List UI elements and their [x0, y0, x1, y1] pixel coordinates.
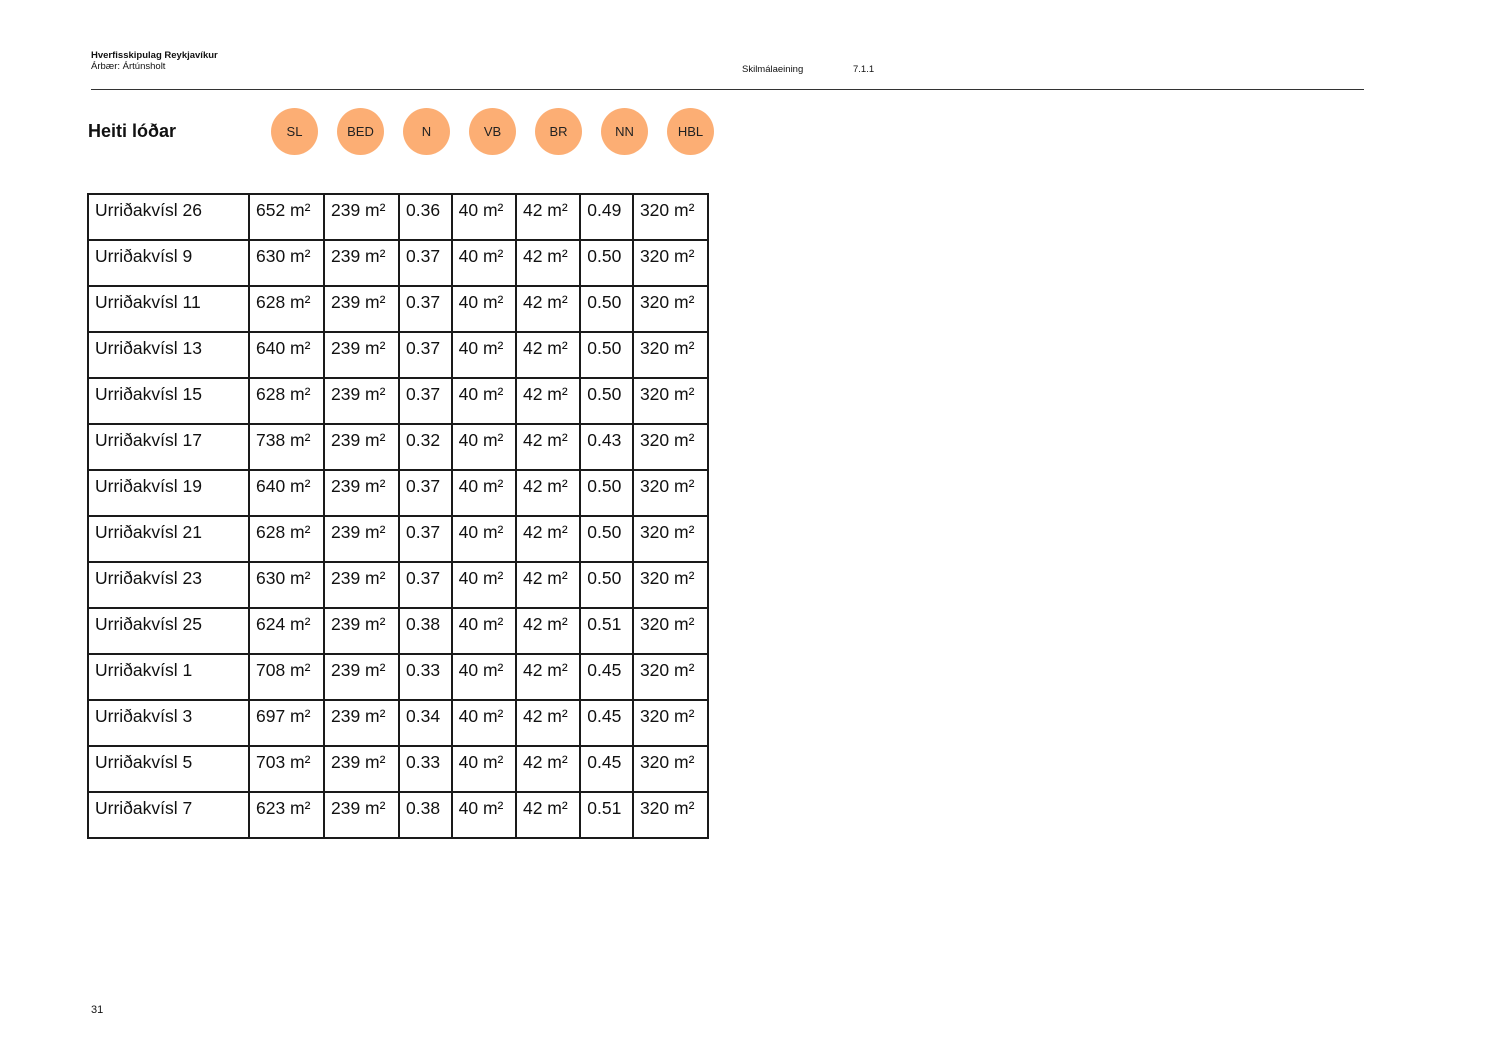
- table-row: [88, 792, 708, 838]
- table-cell: 42 m²: [516, 562, 580, 608]
- table-cell: 0.37: [399, 470, 452, 516]
- table-cell: 0.32: [399, 424, 452, 470]
- badge-n: N: [403, 108, 450, 155]
- table-cell: 0.43: [580, 424, 633, 470]
- table-cell: 320 m²: [633, 470, 708, 516]
- plot-name-cell: Urriðakvísl 11: [88, 286, 249, 332]
- badge-vb: VB: [469, 108, 516, 155]
- table-cell: 239 m²: [324, 470, 399, 516]
- badge-br: BR: [535, 108, 582, 155]
- plot-table: [87, 193, 709, 839]
- table-cell: 40 m²: [452, 608, 516, 654]
- document-subtitle: Árbær: Ártúnsholt: [91, 61, 166, 72]
- table-cell: 40 m²: [452, 332, 516, 378]
- table-cell: 42 m²: [516, 792, 580, 838]
- table-cell: 0.33: [399, 654, 452, 700]
- table-cell: 239 m²: [324, 746, 399, 792]
- table-cell: 320 m²: [633, 792, 708, 838]
- plot-name-cell: Urriðakvísl 9: [88, 240, 249, 286]
- table-cell: 239 m²: [324, 424, 399, 470]
- page-heading: Heiti lóðar: [88, 121, 177, 141]
- table-cell: 239 m²: [324, 608, 399, 654]
- table-cell: 239 m²: [324, 516, 399, 562]
- table-cell: 40 m²: [452, 654, 516, 700]
- table-cell: 40 m²: [452, 470, 516, 516]
- table-cell: 320 m²: [633, 516, 708, 562]
- badge-bed: BED: [337, 108, 384, 155]
- table-row: [88, 746, 708, 792]
- table-cell: 0.50: [580, 470, 633, 516]
- table-cell: 42 m²: [516, 608, 580, 654]
- page-number: 31: [91, 1004, 104, 1016]
- badge-sl: SL: [271, 108, 318, 155]
- table-cell: 320 m²: [633, 654, 708, 700]
- table-cell: 42 m²: [516, 240, 580, 286]
- table-cell: 0.37: [399, 332, 452, 378]
- table-cell: 239 m²: [324, 700, 399, 746]
- table-cell: 0.50: [580, 378, 633, 424]
- table-cell: 628 m²: [249, 378, 324, 424]
- table-cell: 320 m²: [633, 378, 708, 424]
- table-cell: 239 m²: [324, 654, 399, 700]
- table-cell: 0.38: [399, 792, 452, 838]
- table-cell: 42 m²: [516, 424, 580, 470]
- table-cell: 42 m²: [516, 700, 580, 746]
- table-cell: 0.37: [399, 378, 452, 424]
- table-cell: 0.45: [580, 746, 633, 792]
- table-cell: 40 m²: [452, 792, 516, 838]
- table-cell: 0.36: [399, 194, 452, 240]
- plot-name-cell: Urriðakvísl 25: [88, 608, 249, 654]
- table-cell: 239 m²: [324, 286, 399, 332]
- table-cell: 703 m²: [249, 746, 324, 792]
- table-cell: 320 m²: [633, 286, 708, 332]
- table-cell: 652 m²: [249, 194, 324, 240]
- table-row: [88, 332, 708, 378]
- table-row: [88, 608, 708, 654]
- table-cell: 708 m²: [249, 654, 324, 700]
- table-cell: 239 m²: [324, 792, 399, 838]
- table-cell: 0.50: [580, 332, 633, 378]
- document-header: [91, 50, 218, 72]
- table-row: [88, 562, 708, 608]
- table-row: [88, 700, 708, 746]
- plot-name-cell: Urriðakvísl 17: [88, 424, 249, 470]
- table-cell: 0.50: [580, 516, 633, 562]
- table-row: [88, 378, 708, 424]
- table-cell: 42 m²: [516, 516, 580, 562]
- plot-name-cell: Urriðakvísl 26: [88, 194, 249, 240]
- plot-name-cell: Urriðakvísl 5: [88, 746, 249, 792]
- table-cell: 0.37: [399, 562, 452, 608]
- column-badges: [271, 108, 714, 155]
- table-cell: 40 m²: [452, 194, 516, 240]
- table-cell: 0.38: [399, 608, 452, 654]
- table-cell: 0.37: [399, 286, 452, 332]
- table-row: [88, 240, 708, 286]
- table-cell: 0.37: [399, 240, 452, 286]
- table-cell: 239 m²: [324, 332, 399, 378]
- plot-name-cell: Urriðakvísl 23: [88, 562, 249, 608]
- table-cell: 640 m²: [249, 470, 324, 516]
- table-cell: 42 m²: [516, 654, 580, 700]
- table-cell: 0.50: [580, 240, 633, 286]
- table-cell: 42 m²: [516, 194, 580, 240]
- table-cell: 320 m²: [633, 608, 708, 654]
- table-cell: 0.49: [580, 194, 633, 240]
- table-cell: 640 m²: [249, 332, 324, 378]
- plot-name-cell: Urriðakvísl 21: [88, 516, 249, 562]
- table-cell: 42 m²: [516, 470, 580, 516]
- table-cell: 42 m²: [516, 286, 580, 332]
- table-cell: 630 m²: [249, 240, 324, 286]
- table-cell: 0.50: [580, 562, 633, 608]
- table-cell: 628 m²: [249, 516, 324, 562]
- table-cell: 239 m²: [324, 194, 399, 240]
- table-cell: 0.51: [580, 608, 633, 654]
- table-cell: 697 m²: [249, 700, 324, 746]
- table-cell: 239 m²: [324, 562, 399, 608]
- table-cell: 40 m²: [452, 424, 516, 470]
- table-row: [88, 654, 708, 700]
- table-cell: 239 m²: [324, 240, 399, 286]
- document-title: Hverfisskipulag Reykjavíkur: [91, 50, 218, 61]
- section-label: Skilmálaeining: [742, 64, 804, 75]
- table-cell: 40 m²: [452, 286, 516, 332]
- table-cell: 42 m²: [516, 332, 580, 378]
- table-cell: 42 m²: [516, 746, 580, 792]
- table-row: [88, 424, 708, 470]
- table-cell: 40 m²: [452, 746, 516, 792]
- table-cell: 40 m²: [452, 240, 516, 286]
- table-row: [88, 516, 708, 562]
- table-cell: 0.33: [399, 746, 452, 792]
- table-cell: 0.45: [580, 654, 633, 700]
- table-cell: 0.45: [580, 700, 633, 746]
- badge-hbl: HBL: [667, 108, 714, 155]
- table-cell: 0.51: [580, 792, 633, 838]
- table-cell: 40 m²: [452, 562, 516, 608]
- plot-name-cell: Urriðakvísl 7: [88, 792, 249, 838]
- table-cell: 40 m²: [452, 516, 516, 562]
- table-cell: 40 m²: [452, 378, 516, 424]
- table-cell: 40 m²: [452, 700, 516, 746]
- table-cell: 320 m²: [633, 240, 708, 286]
- plot-name-cell: Urriðakvísl 15: [88, 378, 249, 424]
- plot-name-cell: Urriðakvísl 1: [88, 654, 249, 700]
- table-cell: 0.50: [580, 286, 633, 332]
- table-cell: 320 m²: [633, 562, 708, 608]
- table-cell: 0.37: [399, 516, 452, 562]
- table-cell: 320 m²: [633, 746, 708, 792]
- table-cell: 628 m²: [249, 286, 324, 332]
- plot-name-cell: Urriðakvísl 13: [88, 332, 249, 378]
- header-divider: [91, 89, 1364, 90]
- table-cell: 320 m²: [633, 424, 708, 470]
- table-cell: 623 m²: [249, 792, 324, 838]
- table-cell: 320 m²: [633, 194, 708, 240]
- table-row: [88, 286, 708, 332]
- table-cell: 0.34: [399, 700, 452, 746]
- plot-name-cell: Urriðakvísl 19: [88, 470, 249, 516]
- table-cell: 630 m²: [249, 562, 324, 608]
- table-cell: 738 m²: [249, 424, 324, 470]
- table-row: [88, 470, 708, 516]
- table-cell: 624 m²: [249, 608, 324, 654]
- badge-nn: NN: [601, 108, 648, 155]
- plot-name-cell: Urriðakvísl 3: [88, 700, 249, 746]
- table-cell: 239 m²: [324, 378, 399, 424]
- table-cell: 320 m²: [633, 700, 708, 746]
- table-row: [88, 194, 708, 240]
- table-cell: 320 m²: [633, 332, 708, 378]
- section-number: 7.1.1: [853, 64, 875, 75]
- table-cell: 42 m²: [516, 378, 580, 424]
